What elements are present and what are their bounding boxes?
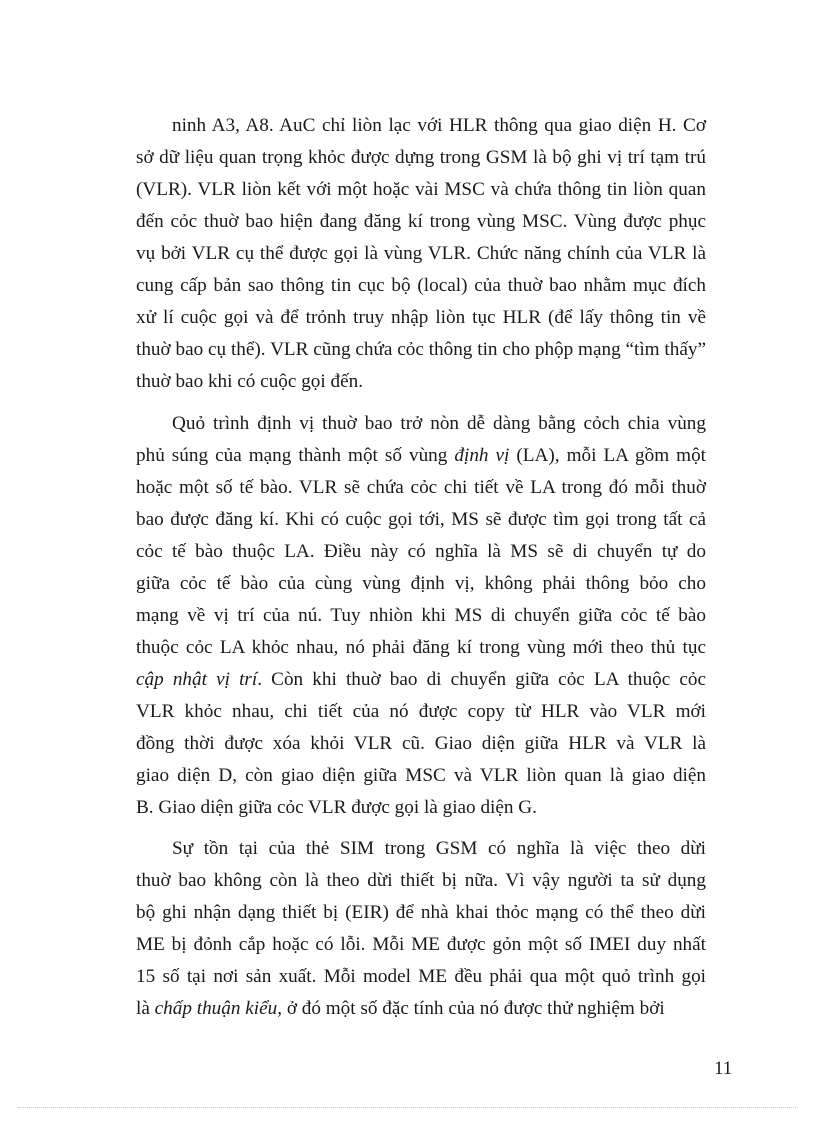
text-run: B. Giao diện giữa cỏc VLR được gọi là giao diện G. <box>136 796 537 818</box>
text-run: hoặc một số tế bào. VLR sẽ chứa cỏc chi tiết về LA trong đó mỗi thuờ <box>136 476 706 498</box>
paragraph <box>136 833 706 1025</box>
text-run: cung cấp bản sao thông tin cục bộ (local) của thuờ bao nhằm mục đích <box>136 275 706 296</box>
text-line <box>136 728 706 760</box>
text-line <box>136 865 706 897</box>
text-run: bộ ghi nhận dạng thiết bị (EIR) để nhà khai thỏc mạng có thể theo dừi <box>136 902 706 923</box>
text-run: vụ bởi VLR cụ thể được gọi là vùng VLR. Chức năng chính của VLR là <box>136 243 706 264</box>
body-text <box>136 110 706 1025</box>
paragraph <box>136 110 706 398</box>
text-line <box>136 238 706 270</box>
text-run: xử lí cuộc gọi và để trỏnh truy nhập liòn tục HLR (để lấy thông tin về <box>136 307 706 328</box>
italic-term: cập nhật vị trí <box>136 668 258 690</box>
text-line <box>136 142 706 174</box>
text-line <box>136 929 706 961</box>
text-line <box>136 334 706 366</box>
text-line <box>136 206 706 238</box>
text-line <box>136 568 706 600</box>
text-run: cỏc tế bào thuộc LA. Điều này có nghĩa là MS sẽ di chuyển tự do <box>136 540 706 562</box>
text-run: đồng thời được xóa khỏi VLR cũ. Giao diện giữa HLR và VLR là <box>136 732 706 754</box>
text-run: là <box>136 998 155 1019</box>
text-line <box>136 440 706 472</box>
paragraph <box>136 408 706 824</box>
text-run: thuộc cỏc LA khỏc nhau, nó phải đăng kí trong vùng mới theo thủ tục <box>136 636 706 658</box>
text-line <box>136 472 706 504</box>
text-line <box>136 961 706 993</box>
text-line <box>136 993 706 1025</box>
text-run: , ở đó một số đặc tính của nó được thử nghiệm bởi <box>277 998 665 1019</box>
text-run: bao được đăng kí. Khi có cuộc gọi tới, MS sẽ được tìm gọi trong tất cả <box>136 508 706 530</box>
page-number: 11 <box>714 1058 733 1079</box>
text-run: Quỏ trình định vị thuờ bao trở nòn dễ dàng bằng cỏch chia vùng <box>172 412 706 434</box>
text-line <box>136 302 706 334</box>
text-line <box>136 792 706 824</box>
italic-term: định vị <box>454 444 510 466</box>
text-run: Sự tồn tại của thẻ SIM trong GSM có nghĩa là việc theo dừi <box>172 838 706 859</box>
text-run: giao diện D, còn giao diện giữa MSC và VLR liòn quan là giao diện <box>136 764 706 786</box>
text-run: VLR khỏc nhau, chi tiết của nó được copy từ HLR vào VLR mới <box>136 700 706 722</box>
text-run: phủ súng của mạng thành một số vùng <box>136 444 455 466</box>
text-line <box>136 632 706 664</box>
page-bottom-border <box>18 1107 798 1108</box>
text-run: ninh A3, A8. AuC chỉ liòn lạc với HLR thông qua giao diện H. Cơ <box>172 115 706 136</box>
text-run: (LA), mỗi LA gồm một <box>509 444 706 466</box>
text-line <box>136 504 706 536</box>
text-run: thuờ bao không còn là theo dừi thiết bị nữa. Vì vậy người ta sử dụng <box>136 870 706 891</box>
text-run: thuờ bao cụ thể). VLR cũng chứa cỏc thông tin cho phộp mạng “tìm thấy” <box>136 339 706 360</box>
text-run: 15 số tại nơi sản xuất. Mỗi model ME đều phải qua một quỏ trình gọi <box>136 966 706 987</box>
text-line <box>136 897 706 929</box>
text-run: giữa cỏc tế bào của cùng vùng định vị, không phải thông bỏo cho <box>136 572 706 594</box>
text-line <box>136 696 706 728</box>
text-run: . Còn khi thuờ bao di chuyển giữa cỏc LA thuộc cỏc <box>257 668 706 690</box>
text-run: mạng về vị trí của nú. Tuy nhiòn khi MS di chuyển giữa cỏc tế bào <box>136 604 706 626</box>
text-line <box>136 664 706 696</box>
text-run: sở dữ liệu quan trọng khỏc được dựng trong GSM là bộ ghi vị trí tạm trú <box>136 147 706 168</box>
text-line <box>136 174 706 206</box>
italic-term: chấp thuận kiểu <box>154 998 278 1019</box>
text-line <box>136 536 706 568</box>
text-run: đến cỏc thuờ bao hiện đang đăng kí trong vùng MSC. Vùng được phục <box>136 211 706 232</box>
text-line <box>136 600 706 632</box>
text-line <box>136 760 706 792</box>
text-line <box>136 366 706 398</box>
text-run: thuờ bao khi có cuộc gọi đến. <box>136 371 364 392</box>
text-run: (VLR). VLR liòn kết với một hoặc vài MSC và chứa thông tin liòn quan <box>136 179 706 200</box>
text-line <box>136 833 706 865</box>
text-run: ME bị đỏnh cắp hoặc có lỗi. Mỗi ME được gỏn một số IMEI duy nhất <box>136 934 706 955</box>
text-line <box>136 408 706 440</box>
text-line <box>136 110 706 142</box>
text-line <box>136 270 706 302</box>
